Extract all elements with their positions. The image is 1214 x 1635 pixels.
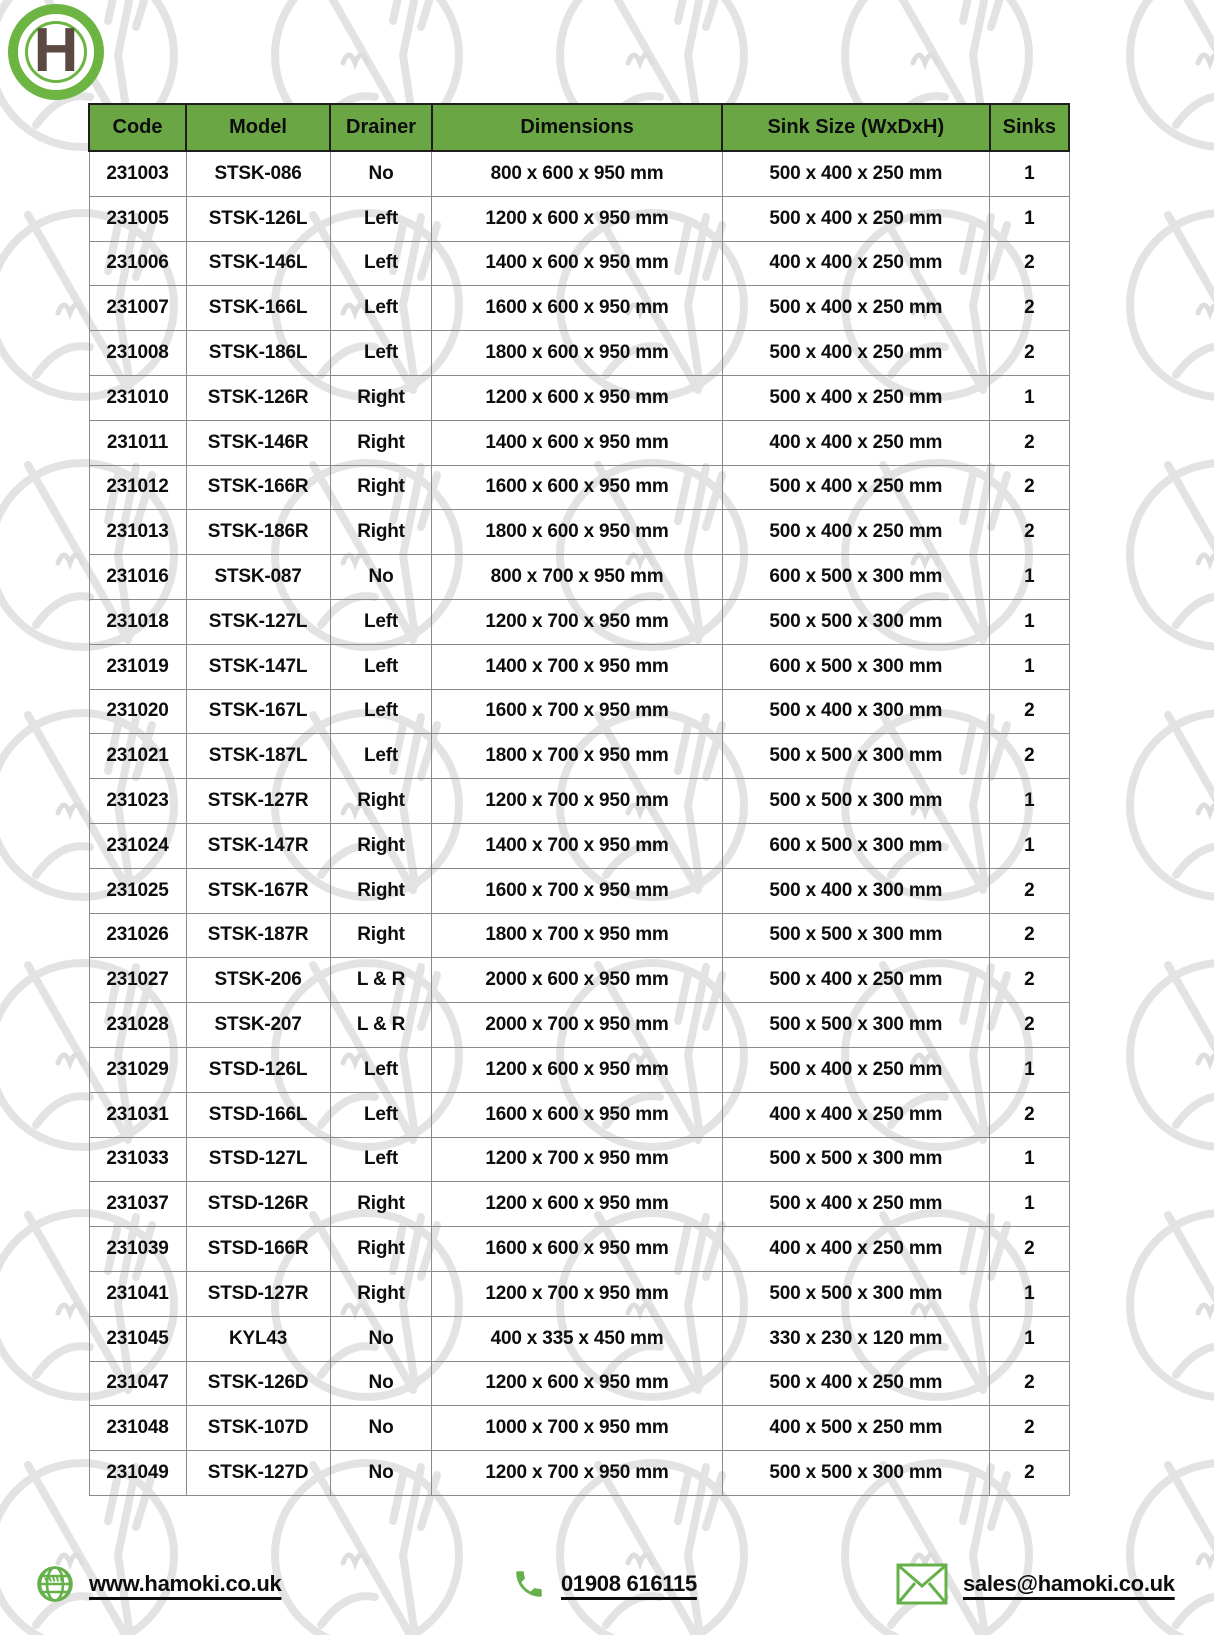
cell-drainer: Left [330, 286, 432, 331]
cell-code: 231021 [89, 734, 186, 779]
cell-sinks: 2 [990, 465, 1069, 510]
cell-dimensions: 1200 x 600 x 950 mm [432, 196, 722, 241]
cell-sinks: 1 [990, 644, 1069, 689]
cell-drainer: Right [330, 465, 432, 510]
cell-sink-size: 400 x 400 x 250 mm [722, 1227, 990, 1272]
column-header-sinks: Sinks [990, 104, 1069, 151]
cell-model: STSK-206 [186, 958, 330, 1003]
email-text[interactable]: sales@hamoki.co.uk [963, 1571, 1175, 1596]
cell-code: 231026 [89, 913, 186, 958]
cell-model: STSK-086 [186, 151, 330, 196]
cell-sinks: 2 [990, 1361, 1069, 1406]
cell-dimensions: 1800 x 600 x 950 mm [432, 510, 722, 555]
header-row [89, 104, 1069, 151]
cell-sink-size: 330 x 230 x 120 mm [722, 1316, 990, 1361]
cell-dimensions: 1200 x 600 x 950 mm [432, 1047, 722, 1092]
cell-sink-size: 500 x 400 x 250 mm [722, 1047, 990, 1092]
cell-model: STSK-167R [186, 868, 330, 913]
cell-sinks: 2 [990, 958, 1069, 1003]
cell-code: 231047 [89, 1361, 186, 1406]
cell-dimensions: 1200 x 700 x 950 mm [432, 1137, 722, 1182]
cell-sinks: 2 [990, 241, 1069, 286]
cell-sinks: 1 [990, 151, 1069, 196]
cell-drainer: Right [330, 779, 432, 824]
cell-sinks: 2 [990, 1092, 1069, 1137]
cell-code: 231033 [89, 1137, 186, 1182]
table-row [89, 689, 1069, 734]
cell-sink-size: 500 x 400 x 250 mm [722, 1361, 990, 1406]
cell-dimensions: 1200 x 700 x 950 mm [432, 1271, 722, 1316]
cell-dimensions: 2000 x 600 x 950 mm [432, 958, 722, 1003]
cell-dimensions: 1200 x 600 x 950 mm [432, 375, 722, 420]
website-link[interactable] [36, 1556, 281, 1612]
cell-sink-size: 500 x 400 x 250 mm [722, 958, 990, 1003]
cell-dimensions: 1200 x 600 x 950 mm [432, 1361, 722, 1406]
cell-code: 231039 [89, 1227, 186, 1272]
cell-dimensions: 1800 x 600 x 950 mm [432, 331, 722, 376]
cell-model: STSD-166L [186, 1092, 330, 1137]
logo-letter: H [33, 16, 79, 85]
cell-code: 231023 [89, 779, 186, 824]
cell-dimensions: 1600 x 600 x 950 mm [432, 1227, 722, 1272]
table-row [89, 1316, 1069, 1361]
table-row [89, 1003, 1069, 1048]
cell-sink-size: 500 x 500 x 300 mm [722, 1451, 990, 1496]
cell-model: STSK-147L [186, 644, 330, 689]
cell-code: 231013 [89, 510, 186, 555]
cell-dimensions: 1400 x 700 x 950 mm [432, 823, 722, 868]
table-row [89, 599, 1069, 644]
cell-drainer: Left [330, 734, 432, 779]
product-table [88, 103, 1070, 1496]
cell-model: STSK-146R [186, 420, 330, 465]
cell-sinks: 1 [990, 599, 1069, 644]
cell-sink-size: 500 x 400 x 250 mm [722, 196, 990, 241]
cell-sink-size: 500 x 500 x 300 mm [722, 913, 990, 958]
cell-dimensions: 1600 x 600 x 950 mm [432, 1092, 722, 1137]
hamoki-logo [8, 4, 104, 100]
cell-code: 231006 [89, 241, 186, 286]
table-row [89, 331, 1069, 376]
cell-drainer: No [330, 555, 432, 600]
cell-dimensions: 1000 x 700 x 950 mm [432, 1406, 722, 1451]
cell-dimensions: 2000 x 700 x 950 mm [432, 1003, 722, 1048]
cell-dimensions: 1200 x 700 x 950 mm [432, 1451, 722, 1496]
cell-code: 231041 [89, 1271, 186, 1316]
cell-model: STSD-166R [186, 1227, 330, 1272]
cell-sinks: 2 [990, 1451, 1069, 1496]
table-row [89, 151, 1069, 196]
cell-sinks: 2 [990, 1227, 1069, 1272]
cell-sink-size: 500 x 400 x 250 mm [722, 331, 990, 376]
table-row [89, 286, 1069, 331]
cell-drainer: Right [330, 1227, 432, 1272]
cell-code: 231003 [89, 151, 186, 196]
cell-drainer: Left [330, 644, 432, 689]
cell-sinks: 1 [990, 196, 1069, 241]
cell-drainer: No [330, 1406, 432, 1451]
table-row [89, 913, 1069, 958]
table-row [89, 823, 1069, 868]
table-row [89, 779, 1069, 824]
cell-drainer: Left [330, 1137, 432, 1182]
cell-model: STSK-126D [186, 1361, 330, 1406]
column-header-drainer: Drainer [330, 104, 432, 151]
table-row [89, 1361, 1069, 1406]
cell-dimensions: 1200 x 700 x 950 mm [432, 599, 722, 644]
table-body [89, 151, 1069, 1495]
cell-dimensions: 1600 x 600 x 950 mm [432, 286, 722, 331]
table-row [89, 420, 1069, 465]
cell-sinks: 2 [990, 331, 1069, 376]
cell-drainer: Left [330, 331, 432, 376]
cell-drainer: Right [330, 1271, 432, 1316]
cell-dimensions: 1800 x 700 x 950 mm [432, 734, 722, 779]
table-row [89, 1137, 1069, 1182]
cell-dimensions: 1800 x 700 x 950 mm [432, 913, 722, 958]
cell-sink-size: 500 x 400 x 300 mm [722, 868, 990, 913]
column-header-model: Model [186, 104, 330, 151]
cell-code: 231024 [89, 823, 186, 868]
cell-model: STSK-146L [186, 241, 330, 286]
cell-model: STSD-126R [186, 1182, 330, 1227]
cell-sink-size: 500 x 500 x 300 mm [722, 779, 990, 824]
cell-sinks: 2 [990, 286, 1069, 331]
column-header-dimensions: Dimensions [432, 104, 722, 151]
cell-sinks: 2 [990, 734, 1069, 779]
cell-drainer: Right [330, 375, 432, 420]
cell-dimensions: 1200 x 600 x 950 mm [432, 1182, 722, 1227]
cell-dimensions: 400 x 335 x 450 mm [432, 1316, 722, 1361]
cell-dimensions: 1400 x 600 x 950 mm [432, 241, 722, 286]
cell-sinks: 1 [990, 823, 1069, 868]
cell-sink-size: 600 x 500 x 300 mm [722, 823, 990, 868]
cell-model: STSK-126L [186, 196, 330, 241]
cell-code: 231012 [89, 465, 186, 510]
cell-sink-size: 600 x 500 x 300 mm [722, 644, 990, 689]
cell-model: STSK-107D [186, 1406, 330, 1451]
cell-code: 231008 [89, 331, 186, 376]
cell-sink-size: 500 x 400 x 250 mm [722, 1182, 990, 1227]
cell-sink-size: 400 x 400 x 250 mm [722, 1092, 990, 1137]
cell-code: 231011 [89, 420, 186, 465]
cell-drainer: Left [330, 196, 432, 241]
cell-code: 231037 [89, 1182, 186, 1227]
table-row [89, 868, 1069, 913]
cell-sink-size: 500 x 400 x 250 mm [722, 510, 990, 555]
table-row [89, 1451, 1069, 1496]
cell-model: STSD-127R [186, 1271, 330, 1316]
cell-drainer: No [330, 1451, 432, 1496]
cell-model: STSD-126L [186, 1047, 330, 1092]
cell-sinks: 1 [990, 1137, 1069, 1182]
cell-sinks: 1 [990, 1316, 1069, 1361]
phone-icon [512, 1567, 546, 1601]
table-row [89, 734, 1069, 779]
cell-drainer: Left [330, 1092, 432, 1137]
cell-model: STSK-127D [186, 1451, 330, 1496]
envelope-icon [896, 1563, 948, 1605]
cell-sink-size: 400 x 400 x 250 mm [722, 420, 990, 465]
cell-code: 231019 [89, 644, 186, 689]
column-header-sink-size: Sink Size (WxDxH) [722, 104, 990, 151]
cell-code: 231031 [89, 1092, 186, 1137]
cell-model: STSK-087 [186, 555, 330, 600]
cell-code: 231020 [89, 689, 186, 734]
table-row [89, 555, 1069, 600]
cell-model: STSK-166L [186, 286, 330, 331]
cell-model: STSK-126R [186, 375, 330, 420]
cell-model: STSK-207 [186, 1003, 330, 1048]
cell-sinks: 2 [990, 689, 1069, 734]
column-header-code: Code [89, 104, 186, 151]
cell-sinks: 2 [990, 1003, 1069, 1048]
phone-text[interactable]: 01908 616115 [561, 1571, 697, 1596]
cell-dimensions: 800 x 600 x 950 mm [432, 151, 722, 196]
cell-model: STSK-187R [186, 913, 330, 958]
cell-code: 231025 [89, 868, 186, 913]
cell-code: 231005 [89, 196, 186, 241]
table-row [89, 1227, 1069, 1272]
cell-model: STSK-187L [186, 734, 330, 779]
cell-code: 231027 [89, 958, 186, 1003]
cell-sinks: 2 [990, 913, 1069, 958]
cell-sinks: 1 [990, 555, 1069, 600]
table-row [89, 375, 1069, 420]
cell-dimensions: 1600 x 700 x 950 mm [432, 689, 722, 734]
cell-drainer: L & R [330, 958, 432, 1003]
cell-drainer: Right [330, 868, 432, 913]
table-row [89, 510, 1069, 555]
cell-drainer: No [330, 1316, 432, 1361]
cell-code: 231045 [89, 1316, 186, 1361]
cell-model: STSK-147R [186, 823, 330, 868]
cell-sinks: 2 [990, 420, 1069, 465]
cell-drainer: Left [330, 599, 432, 644]
table-row [89, 958, 1069, 1003]
cell-sink-size: 400 x 500 x 250 mm [722, 1406, 990, 1451]
cell-model: STSK-127R [186, 779, 330, 824]
table-row [89, 1047, 1069, 1092]
cell-model: STSK-186L [186, 331, 330, 376]
table-row [89, 1271, 1069, 1316]
globe-icon [36, 1565, 74, 1603]
cell-dimensions: 1400 x 600 x 950 mm [432, 420, 722, 465]
cell-sink-size: 500 x 400 x 250 mm [722, 286, 990, 331]
email-link[interactable] [896, 1556, 1175, 1612]
phone-link[interactable] [512, 1556, 697, 1612]
cell-dimensions: 1600 x 700 x 950 mm [432, 868, 722, 913]
cell-sink-size: 500 x 500 x 300 mm [722, 1271, 990, 1316]
table-row [89, 1092, 1069, 1137]
cell-drainer: Right [330, 420, 432, 465]
cell-drainer: Left [330, 689, 432, 734]
cell-sinks: 1 [990, 375, 1069, 420]
cell-model: STSK-127L [186, 599, 330, 644]
cell-sinks: 2 [990, 868, 1069, 913]
cell-code: 231018 [89, 599, 186, 644]
cell-code: 231007 [89, 286, 186, 331]
cell-code: 231028 [89, 1003, 186, 1048]
cell-model: STSK-186R [186, 510, 330, 555]
cell-sinks: 2 [990, 1406, 1069, 1451]
cell-sinks: 1 [990, 779, 1069, 824]
cell-sinks: 1 [990, 1047, 1069, 1092]
cell-sink-size: 500 x 400 x 250 mm [722, 151, 990, 196]
table-row [89, 1406, 1069, 1451]
cell-sinks: 1 [990, 1182, 1069, 1227]
website-text[interactable]: www.hamoki.co.uk [89, 1571, 282, 1596]
cell-drainer: Right [330, 510, 432, 555]
cell-sinks: 2 [990, 510, 1069, 555]
cell-drainer: Left [330, 241, 432, 286]
cell-drainer: No [330, 1361, 432, 1406]
cell-sink-size: 500 x 500 x 300 mm [722, 599, 990, 644]
cell-drainer: No [330, 151, 432, 196]
cell-sink-size: 500 x 500 x 300 mm [722, 734, 990, 779]
cell-sink-size: 400 x 400 x 250 mm [722, 241, 990, 286]
cell-sink-size: 500 x 400 x 300 mm [722, 689, 990, 734]
table-row [89, 644, 1069, 689]
cell-model: STSK-166R [186, 465, 330, 510]
table-row [89, 1182, 1069, 1227]
cell-sink-size: 600 x 500 x 300 mm [722, 555, 990, 600]
cell-code: 231029 [89, 1047, 186, 1092]
cell-dimensions: 800 x 700 x 950 mm [432, 555, 722, 600]
cell-sink-size: 500 x 400 x 250 mm [722, 465, 990, 510]
cell-sink-size: 500 x 500 x 300 mm [722, 1003, 990, 1048]
cell-code: 231048 [89, 1406, 186, 1451]
cell-model: KYL43 [186, 1316, 330, 1361]
cell-model: STSK-167L [186, 689, 330, 734]
cell-code: 231049 [89, 1451, 186, 1496]
cell-drainer: L & R [330, 1003, 432, 1048]
table-row [89, 196, 1069, 241]
cell-drainer: Right [330, 1182, 432, 1227]
table-row [89, 241, 1069, 286]
cell-drainer: Right [330, 823, 432, 868]
cell-drainer: Left [330, 1047, 432, 1092]
cell-code: 231016 [89, 555, 186, 600]
cell-sinks: 1 [990, 1271, 1069, 1316]
table-row [89, 465, 1069, 510]
cell-dimensions: 1600 x 600 x 950 mm [432, 465, 722, 510]
cell-drainer: Right [330, 913, 432, 958]
cell-sink-size: 500 x 400 x 250 mm [722, 375, 990, 420]
cell-dimensions: 1200 x 700 x 950 mm [432, 779, 722, 824]
cell-code: 231010 [89, 375, 186, 420]
cell-model: STSD-127L [186, 1137, 330, 1182]
cell-dimensions: 1400 x 700 x 950 mm [432, 644, 722, 689]
cell-sink-size: 500 x 500 x 300 mm [722, 1137, 990, 1182]
